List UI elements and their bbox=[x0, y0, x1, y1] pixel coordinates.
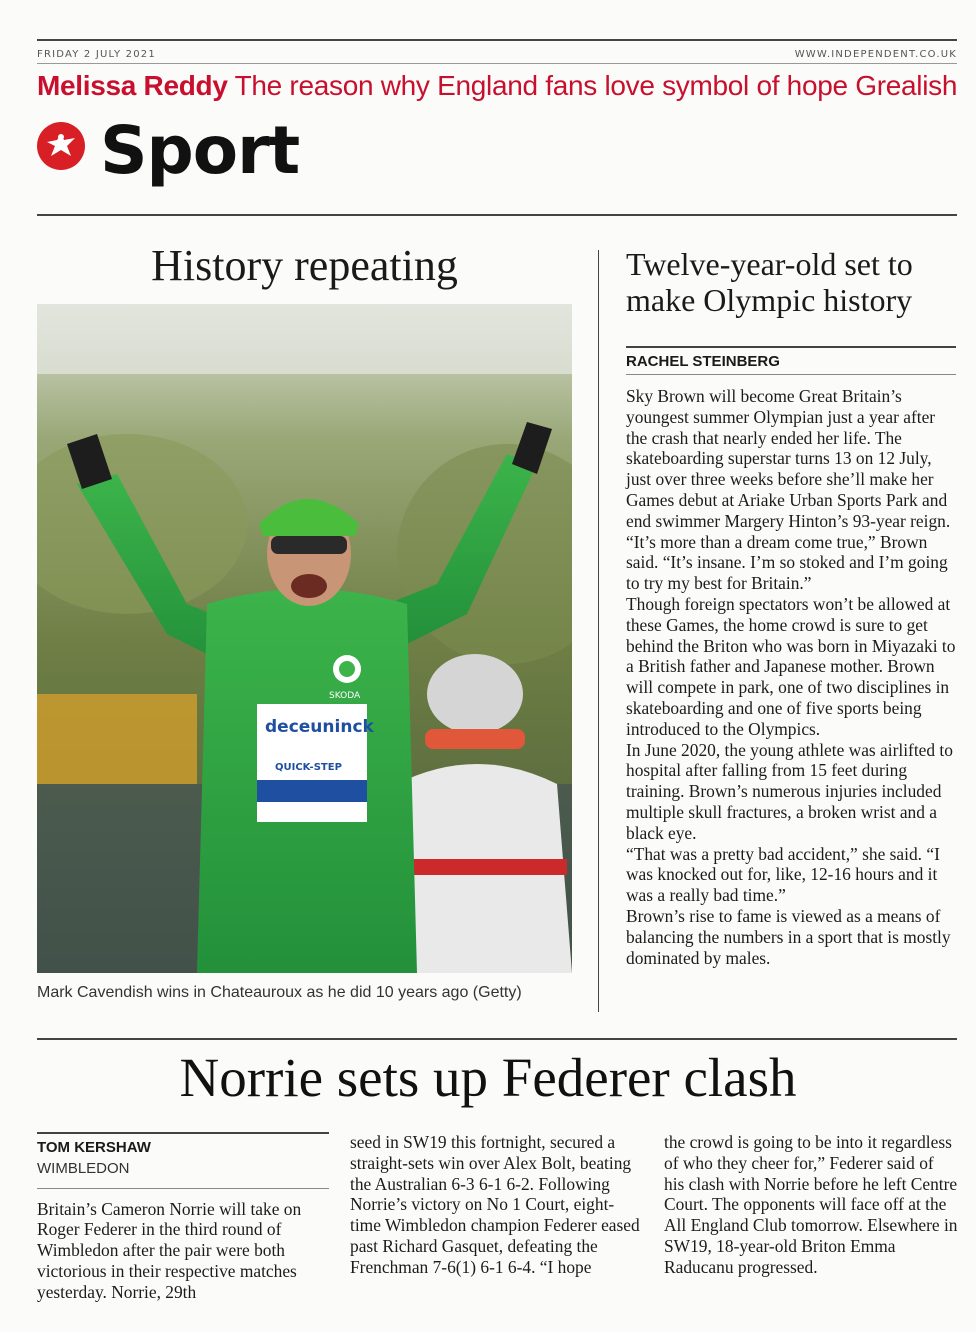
side-paragraph: Though foreign spectators won’t be allowed at these Games, the home crowd is sure to get behind the Briton who was born in Miyazaki to a British father and Japanese mother. Brown will compete in park, one of two disciplines in skateboarding and one of five sports being introduced to the Olympics. bbox=[626, 593, 956, 739]
byline-rule-bottom bbox=[37, 1188, 329, 1189]
main-col3-text: the crowd is going to be into it regardless of who they cheer for,” Federer said of his clash with Norrie before he left Centre Court. The opponents will face off at the All England Club tomorrow. Elsewhere in SW19, 18-year-old Briton Emma Raducanu progressed. bbox=[664, 1132, 958, 1277]
side-paragraph: “That was a pretty bad accident,” she said. “I was knocked out for, like, 12-16 hours and it was a really bad time.” bbox=[626, 843, 940, 906]
side-rule-top bbox=[626, 346, 956, 348]
teaser-author: Melissa Reddy bbox=[37, 70, 228, 101]
jersey-sponsor-2: QUICK-STEP bbox=[275, 762, 342, 773]
side-headline: Twelve-year-old set to make Olympic history bbox=[626, 246, 913, 318]
main-dateline: WIMBLEDON bbox=[37, 1159, 130, 1177]
top-rule-thin bbox=[37, 63, 957, 64]
main-col2-text: seed in SW19 this fortnight, secured a straight-sets win over Alex Bolt, beating the Australian 6-3 6-1 6-2. Following Norrie’s victory on No 1 Court, eight-time Wimbledon champion Federer eased past Richard Gasquet, defeating the Frenchman 7-6(1) 6-1 6-4. “I hope bbox=[350, 1132, 640, 1277]
main-col1-text: Britain’s Cameron Norrie will take on Roger Federer in the third round of Wimbledon after the pair were both victorious in their respective matches yesterday. Norrie, 29th bbox=[37, 1198, 302, 1302]
section-title: Sport bbox=[100, 112, 300, 189]
side-body bbox=[626, 386, 958, 968]
lower-rule bbox=[37, 1038, 957, 1040]
main-column-1 bbox=[37, 1132, 329, 1303]
side-paragraph: Sky Brown will become Great Britain’s youngest summer Olympian just a year after the crash that nearly ended her life. The skateboarding superstar turns 13 on 12 July, just over three weeks before she’ll make her Games debut at Ariake Urban Sports Park and end swimmer Margery Hinton’s 93-year reign. bbox=[626, 386, 951, 531]
lead-headline: History repeating bbox=[151, 241, 458, 290]
main-byline: TOM KERSHAW bbox=[37, 1139, 151, 1156]
main-column-3 bbox=[664, 1132, 958, 1278]
side-rule-bottom bbox=[626, 374, 956, 375]
side-paragraph: In June 2020, the young athlete was airlifted to hospital after falling from 15 feet during training. Brown’s numerous injuries included multiple skull fractures, a broken wrist and a black eye. bbox=[626, 739, 953, 843]
main-headline: Norrie sets up Federer clash bbox=[179, 1047, 797, 1108]
teaser-text: The reason why England fans love symbol of hope Grealish bbox=[234, 70, 958, 101]
column-rule bbox=[598, 250, 599, 1012]
side-paragraph: “It’s more than a dream come true,” Brown said. “It’s insane. I’m so stoked and I’m going to try my best for Britain.” bbox=[626, 531, 948, 594]
eagle-logo-icon bbox=[37, 122, 85, 170]
photo-caption: Mark Cavendish wins in Chateauroux as he did 10 years ago (Getty) bbox=[37, 984, 522, 1001]
side-byline: RACHEL STEINBERG bbox=[626, 353, 780, 370]
byline-rule bbox=[37, 1132, 329, 1134]
jersey-sponsor-1: deceuninck bbox=[265, 717, 374, 737]
issue-date: FRIDAY 2 JULY 2021 bbox=[37, 49, 156, 60]
top-rule bbox=[37, 39, 957, 41]
website-url[interactable]: WWW.INDEPENDENT.CO.UK bbox=[794, 49, 957, 60]
main-column-2 bbox=[350, 1132, 644, 1278]
jersey-sponsor-3: SKODA bbox=[329, 691, 361, 701]
side-paragraph: Brown’s rise to fame is viewed as a means of balancing the numbers in a sport that is mostly dominated by males. bbox=[626, 905, 951, 968]
masthead-rule bbox=[37, 214, 957, 216]
lead-photo bbox=[37, 304, 572, 973]
teaser[interactable] bbox=[37, 70, 957, 102]
